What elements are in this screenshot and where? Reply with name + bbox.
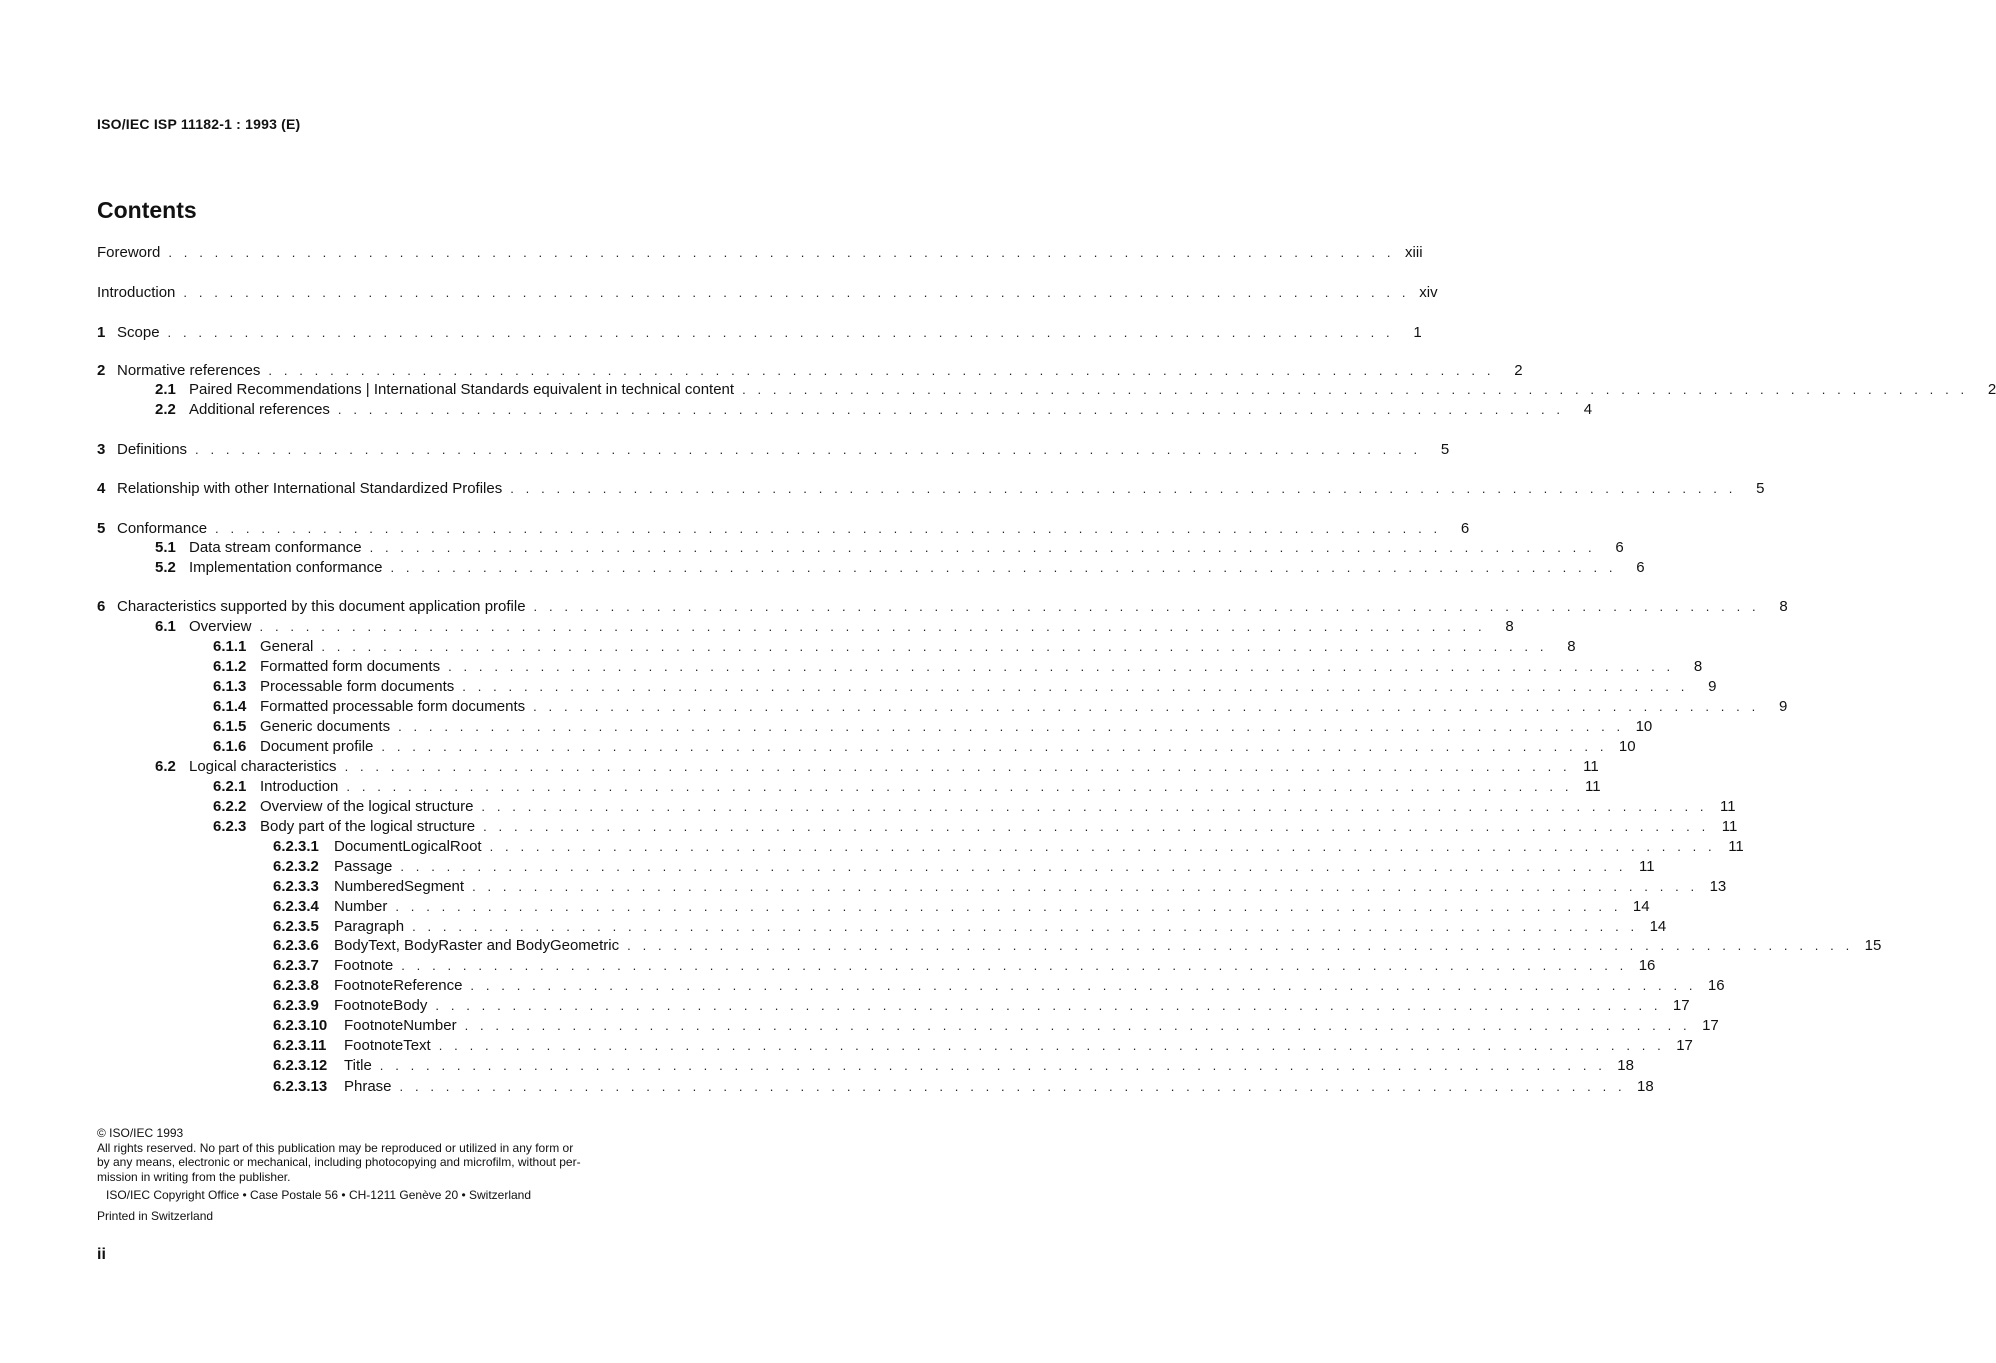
toc-leader-dots: . . . . . . . . . . . . . . . . . . . . . . . . . . . . . . . . . . . . . . . . . . . . . . . . . . . . . . . . . . . . . . . . . . . . . . . . . . . . . . . . (742, 382, 1969, 397)
toc-entry-page: 10 (1618, 738, 1636, 755)
toc-entry-page: 18 (1637, 1078, 1654, 1095)
toc-entry-page: 11 (1721, 818, 1738, 835)
toc-leader-dots: . . . . . . . . . . . . . . . . . . . . . . . . . . . . . . . . . . . . . . . . . . . . . . . . . . . . . . . . . . . . . . . . . . . . . . . . . . . . . . . . (448, 659, 1675, 674)
toc-entry-title: Introduction (97, 284, 176, 301)
toc-entry[interactable] (97, 698, 1788, 718)
toc-entry-number: 6.1.1 (213, 638, 247, 655)
toc-entry[interactable] (97, 778, 1601, 798)
toc-entry-title: Introduction (260, 778, 339, 795)
toc-entry[interactable] (97, 818, 1738, 838)
toc-entry-number: 6.1.3 (213, 678, 247, 695)
toc-entry-page: 14 (1649, 918, 1667, 935)
toc-entry-number: 3 (97, 441, 106, 458)
toc-entry-title: Overview of the logical structure (260, 798, 474, 815)
toc-entry-title: Formatted processable form documents (260, 698, 526, 715)
toc-entry[interactable] (97, 858, 1655, 878)
toc-entry[interactable] (97, 918, 1667, 938)
toc-entry-number: 6.2.2 (213, 798, 247, 815)
toc-leader-dots: . . . . . . . . . . . . . . . . . . . . . . . . . . . . . . . . . . . . . . . . . . . . . . . . . . . . . . . . . . . . . . . . . . . . . . . . . . . . . . . . (400, 859, 1627, 874)
toc-entry[interactable] (97, 324, 1422, 344)
toc-entry[interactable] (97, 618, 1514, 638)
toc-leader-dots: . . . . . . . . . . . . . . . . . . . . . . . . . . . . . . . . . . . . . . . . . . . . . . . . . . . . . . . . . . . . . . . . . . . . . . . . . . . . . . . . (470, 978, 1697, 993)
toc-entry-number: 6.1.2 (213, 658, 247, 675)
toc-leader-dots: . . . . . . . . . . . . . . . . . . . . . . . . . . . . . . . . . . . . . . . . . . . . . . . . . . . . . . . . . . . . . . . . . . . . . . . . . . . . . . . . (183, 285, 1410, 300)
toc-entry-number: 4 (97, 480, 106, 497)
toc-entry-number: 6.2.3.13 (273, 1078, 328, 1095)
toc-leader-dots: . . . . . . . . . . . . . . . . . . . . . . . . . . . . . . . . . . . . . . . . . . . . . . . . . . . . . . . . . . . . . . . . . . . . . . . . . . . . . . . . (462, 679, 1689, 694)
toc-entry-page: 4 (1583, 401, 1593, 418)
toc-entry-title: Paired Recommendations | International Standards equivalent in technical content (189, 381, 735, 398)
copyright-notice (97, 1126, 657, 1224)
toc-entry[interactable] (97, 678, 1717, 698)
toc-leader-dots: . . . . . . . . . . . . . . . . . . . . . . . . . . . . . . . . . . . . . . . . . . . . . . . . . . . . . . . . . . . . . . . . . . . . . . . . . . . . . . . . (481, 799, 1708, 814)
toc-entry-title: Passage (334, 858, 393, 875)
toc-leader-dots: . . . . . . . . . . . . . . . . . . . . . . . . . . . . . . . . . . . . . . . . . . . . . . . . . . . . . . . . . . . . . . . . . . . . . . . . . . . . . . . . (381, 739, 1608, 754)
toc-entry-title: Overview (189, 618, 252, 635)
toc-entry-page: 17 (1702, 1017, 1719, 1034)
toc-entry[interactable] (97, 957, 1656, 977)
toc-entry-title: Paragraph (334, 918, 405, 935)
toc-entry-title: Document profile (260, 738, 374, 755)
toc-entry-title: Conformance (117, 520, 208, 537)
toc-entry[interactable] (97, 381, 1996, 401)
toc-entry-title: Logical characteristics (189, 758, 337, 775)
toc-entry-page: 11 (1728, 838, 1744, 855)
toc-leader-dots: . . . . . . . . . . . . . . . . . . . . . . . . . . . . . . . . . . . . . . . . . . . . . . . . . . . . . . . . . . . . . . . . . . . . . . . . . . . . . . . . (167, 325, 1394, 340)
toc-entry[interactable] (97, 878, 1727, 898)
toc-entry-page: 13 (1709, 878, 1727, 895)
toc-entry[interactable] (97, 1057, 1634, 1077)
toc-leader-dots: . . . . . . . . . . . . . . . . . . . . . . . . . . . . . . . . . . . . . . . . . . . . . . . . . . . . . . . . . . . . . . . . . . . . . . . . . . . . . . . . (533, 599, 1760, 614)
toc-entry[interactable] (97, 559, 1645, 579)
toc-entry-title: FootnoteText (344, 1037, 431, 1054)
toc-entry-page: 2 (1514, 362, 1523, 379)
toc-leader-dots: . . . . . . . . . . . . . . . . . . . . . . . . . . . . . . . . . . . . . . . . . . . . . . . . . . . . . . . . . . . . . . . . . . . . . . . . . . . . . . . . (399, 1079, 1626, 1094)
toc-entry[interactable] (97, 658, 1703, 678)
toc-entry[interactable] (97, 539, 1624, 559)
toc-entry-title: Characteristics supported by this document application profile (117, 598, 526, 615)
toc-entry[interactable] (97, 362, 1523, 382)
toc-leader-dots: . . . . . . . . . . . . . . . . . . . . . . . . . . . . . . . . . . . . . . . . . . . . . . . . . . . . . . . . . . . . . . . . . . . . . . . . . . . . . . . . (346, 779, 1573, 794)
toc-entry-page: 5 (1756, 480, 1765, 497)
toc-entry-page: 11 (1638, 858, 1655, 875)
toc-entry-number: 6.2.3.7 (273, 957, 319, 974)
toc-entry-number: 6.2.3.12 (273, 1057, 328, 1074)
toc-entry-number: 6.2.3.5 (273, 918, 319, 935)
toc-entry-title: Formatted form documents (260, 658, 441, 675)
toc-leader-dots: . . . . . . . . . . . . . . . . . . . . . . . . . . . . . . . . . . . . . . . . . . . . . . . . . . . . . . . . . . . . . . . . . . . . . . . . . . . . . . . . (533, 699, 1760, 714)
toc-entry-page: 6 (1460, 520, 1470, 537)
toc-leader-dots: . . . . . . . . . . . . . . . . . . . . . . . . . . . . . . . . . . . . . . . . . . . . . . . . . . . . . . . . . . . . . . . . . . . . . . . . . . . . . . . . (464, 1018, 1691, 1033)
toc-leader-dots: . . . . . . . . . . . . . . . . . . . . . . . . . . . . . . . . . . . . . . . . . . . . . . . . . . . . . . . . . . . . . . . . . . . . . . . . . . . . . . . . (627, 938, 1854, 953)
toc-entry-title: Foreword (97, 244, 161, 261)
toc-entry-number: 6.2.3.4 (273, 898, 319, 915)
copyright-line: All rights reserved. No part of this publication may be reproduced or utilized in any form or (97, 1140, 574, 1155)
toc-entry-page: xiii (1405, 244, 1423, 261)
toc-entry[interactable] (97, 638, 1576, 658)
toc-entry-title: DocumentLogicalRoot (334, 838, 482, 855)
toc-entry-title: Scope (117, 324, 160, 341)
toc-leader-dots: . . . . . . . . . . . . . . . . . . . . . . . . . . . . . . . . . . . . . . . . . . . . . . . . . . . . . . . . . . . . . . . . . . . . . . . . . . . . . . . . (395, 899, 1622, 914)
copyright-line: © ISO/IEC 1993 (97, 1126, 184, 1140)
toc-entry[interactable] (97, 480, 1765, 500)
copyright-office: ISO/IEC Copyright Office • Case Postale 56 • CH-1211 Genève 20 • Switzerland (106, 1188, 532, 1203)
toc-entry-title: BodyText, BodyRaster and BodyGeometric (334, 937, 620, 954)
toc-leader-dots: . . . . . . . . . . . . . . . . . . . . . . . . . . . . . . . . . . . . . . . . . . . . . . . . . . . . . . . . . . . . . . . . . . . . . . . . . . . . . . . . (483, 819, 1710, 834)
toc-entry[interactable] (97, 244, 1423, 264)
toc-entry-title: Normative references (117, 362, 261, 379)
contents-heading: Contents (97, 197, 197, 223)
toc-entry-title: FootnoteNumber (344, 1017, 457, 1034)
page-number: ii (97, 1246, 106, 1263)
toc-entry-page: 6 (1615, 539, 1624, 556)
toc-entry-number: 6.2.3.9 (273, 997, 319, 1014)
toc-entry[interactable] (97, 598, 1788, 618)
toc-entry-page: 1 (1413, 324, 1422, 341)
toc-entry[interactable] (97, 441, 1450, 461)
toc-entry-page: 8 (1505, 618, 1514, 635)
toc-leader-dots: . . . . . . . . . . . . . . . . . . . . . . . . . . . . . . . . . . . . . . . . . . . . . . . . . . . . . . . . . . . . . . . . . . . . . . . . . . . . . . . . (472, 879, 1699, 894)
toc-entry-page: 2 (1987, 381, 1996, 398)
toc-leader-dots: . . . . . . . . . . . . . . . . . . . . . . . . . . . . . . . . . . . . . . . . . . . . . . . . . . . . . . . . . . . . . . . . . . . . . . . . . . . . . . . . (489, 839, 1716, 854)
toc-entry-number: 6.2.3.6 (273, 937, 319, 954)
toc-entry-title: Body part of the logical structure (260, 818, 476, 835)
toc-entry[interactable] (97, 758, 1599, 778)
toc-entry-page: 11 (1583, 758, 1599, 775)
toc-entry-number: 2 (97, 362, 106, 379)
toc-entry-page: 14 (1632, 898, 1650, 915)
toc-entry-number: 6.2.3 (213, 818, 247, 835)
toc-entry-number: 6.1.5 (213, 718, 247, 735)
toc-leader-dots: . . . . . . . . . . . . . . . . . . . . . . . . . . . . . . . . . . . . . . . . . . . . . . . . . . . . . . . . . . . . . . . . . . . . . . . . . . . . . . . . (435, 998, 1662, 1013)
toc-entry-number: 6.2.3.10 (273, 1017, 328, 1034)
toc-entry-title: FootnoteBody (334, 997, 428, 1014)
toc-entry-page: 17 (1676, 1037, 1693, 1054)
toc-entry-title: Definitions (117, 441, 188, 458)
toc-entry-number: 6.1.4 (213, 698, 247, 715)
toc-entry-page: 9 (1708, 678, 1717, 695)
toc-entry[interactable] (97, 798, 1736, 818)
toc-leader-dots: . . . . . . . . . . . . . . . . . . . . . . . . . . . . . . . . . . . . . . . . . . . . . . . . . . . . . . . . . . . . . . . . . . . . . . . . . . . . . . . . (369, 540, 1596, 555)
toc-entry-page: 6 (1636, 559, 1645, 576)
copyright-line: by any means, electronic or mechanical, including photocopying and microfilm, without per- (97, 1155, 581, 1170)
toc-entry-number: 6.1.6 (213, 738, 247, 755)
toc-entry-number: 6.2.3.1 (273, 838, 319, 855)
toc-entry[interactable] (97, 718, 1653, 738)
toc-entry-page: 9 (1778, 698, 1788, 715)
toc-entry-number: 6.2 (155, 758, 176, 775)
printed-in: Printed in Switzerland (97, 1208, 214, 1223)
toc-entry-page: 15 (1864, 937, 1882, 954)
toc-entry-page: 11 (1720, 798, 1736, 815)
toc-entry[interactable] (97, 838, 1744, 858)
toc-entry-title: Footnote (334, 957, 394, 974)
toc-leader-dots: . . . . . . . . . . . . . . . . . . . . . . . . . . . . . . . . . . . . . . . . . . . . . . . . . . . . . . . . . . . . . . . . . . . . . . . . . . . . . . . . (268, 363, 1495, 378)
toc-entry-title: Number (334, 898, 388, 915)
toc-entry-page: 10 (1635, 718, 1653, 735)
toc-entry-number: 6.2.3.11 (273, 1037, 327, 1054)
toc-entry-title: Data stream conformance (189, 539, 362, 556)
toc-entry-title: Phrase (344, 1078, 392, 1095)
document-header: ISO/IEC ISP 11182-1 : 1993 (E) (97, 116, 301, 132)
toc-leader-dots: . . . . . . . . . . . . . . . . . . . . . . . . . . . . . . . . . . . . . . . . . . . . . . . . . . . . . . . . . . . . . . . . . . . . . . . . . . . . . . . . (401, 958, 1628, 973)
copyright-line: mission in writing from the publisher. (97, 1169, 291, 1184)
toc-entry[interactable] (97, 520, 1470, 540)
toc-entry-title: Additional references (189, 401, 330, 418)
toc-leader-dots: . . . . . . . . . . . . . . . . . . . . . . . . . . . . . . . . . . . . . . . . . . . . . . . . . . . . . . . . . . . . . . . . . . . . . . . . . . . . . . . . (379, 1058, 1606, 1073)
toc-leader-dots: . . . . . . . . . . . . . . . . . . . . . . . . . . . . . . . . . . . . . . . . . . . . . . . . . . . . . . . . . . . . . . . . . . . . . . . . . . . . . . . . (215, 521, 1442, 536)
toc-entry-number: 6.2.3.8 (273, 977, 319, 994)
toc-entry-number: 1 (97, 324, 106, 341)
toc-entry-number: 6.2.3.2 (273, 858, 319, 875)
toc-entry[interactable] (97, 284, 1438, 304)
toc-entry[interactable] (97, 1078, 1654, 1098)
toc-entry[interactable] (97, 997, 1690, 1017)
toc-entry-page: 16 (1638, 957, 1656, 974)
toc-entry-page: xiv (1419, 284, 1438, 301)
toc-entry-page: 17 (1672, 997, 1690, 1014)
toc-entry[interactable] (97, 1017, 1719, 1037)
toc-entry-title: Relationship with other International Standardized Profiles (117, 480, 503, 497)
toc-entry-number: 5 (97, 520, 106, 537)
toc-entry[interactable] (97, 738, 1636, 758)
toc-entry-page: 8 (1567, 638, 1576, 655)
toc-leader-dots: . . . . . . . . . . . . . . . . . . . . . . . . . . . . . . . . . . . . . . . . . . . . . . . . . . . . . . . . . . . . . . . . . . . . . . . . . . . . . . . . (168, 245, 1395, 260)
toc-entry-number: 6 (97, 598, 106, 615)
toc-entry-title: General (260, 638, 314, 655)
toc-entry-title: Generic documents (260, 718, 391, 735)
toc-leader-dots: . . . . . . . . . . . . . . . . . . . . . . . . . . . . . . . . . . . . . . . . . . . . . . . . . . . . . . . . . . . . . . . . . . . . . . . . . . . . . . . . (259, 619, 1486, 634)
toc-leader-dots: . . . . . . . . . . . . . . . . . . . . . . . . . . . . . . . . . . . . . . . . . . . . . . . . . . . . . . . . . . . . . . . . . . . . . . . . . . . . . . . . (412, 919, 1639, 934)
toc-entry[interactable] (97, 977, 1725, 997)
toc-entry-page: 5 (1440, 441, 1450, 458)
toc-entry-number: 2.2 (155, 401, 176, 418)
toc-entry[interactable] (97, 898, 1650, 918)
toc-entry-page: 18 (1617, 1057, 1634, 1074)
toc-leader-dots: . . . . . . . . . . . . . . . . . . . . . . . . . . . . . . . . . . . . . . . . . . . . . . . . . . . . . . . . . . . . . . . . . . . . . . . . . . . . . . . . (195, 442, 1422, 457)
toc-entry-page: 16 (1707, 977, 1725, 994)
toc-leader-dots: . . . . . . . . . . . . . . . . . . . . . . . . . . . . . . . . . . . . . . . . . . . . . . . . . . . . . . . . . . . . . . . . . . . . . . . . . . . . . . . . (321, 639, 1548, 654)
toc-entry-number: 5.1 (155, 539, 176, 556)
toc-entry-title: Title (344, 1057, 372, 1074)
toc-leader-dots: . . . . . . . . . . . . . . . . . . . . . . . . . . . . . . . . . . . . . . . . . . . . . . . . . . . . . . . . . . . . . . . . . . . . . . . . . . . . . . . . (438, 1038, 1665, 1053)
toc-entry[interactable] (97, 1037, 1693, 1057)
toc-entry-number: 6.2.3.3 (273, 878, 319, 895)
toc-entry-title: NumberedSegment (334, 878, 465, 895)
toc-entry[interactable] (97, 937, 1882, 957)
toc-entry-title: Processable form documents (260, 678, 455, 695)
toc-entry-page: 8 (1693, 658, 1703, 675)
toc-leader-dots: . . . . . . . . . . . . . . . . . . . . . . . . . . . . . . . . . . . . . . . . . . . . . . . . . . . . . . . . . . . . . . . . . . . . . . . . . . . . . . . . (510, 481, 1737, 496)
toc-entry-page: 8 (1779, 598, 1788, 615)
toc-leader-dots: . . . . . . . . . . . . . . . . . . . . . . . . . . . . . . . . . . . . . . . . . . . . . . . . . . . . . . . . . . . . . . . . . . . . . . . . . . . . . . . . (390, 560, 1617, 575)
toc-entry-number: 5.2 (155, 559, 176, 576)
toc-leader-dots: . . . . . . . . . . . . . . . . . . . . . . . . . . . . . . . . . . . . . . . . . . . . . . . . . . . . . . . . . . . . . . . . . . . . . . . . . . . . . . . . (398, 719, 1625, 734)
toc-entry[interactable] (97, 401, 1593, 421)
toc-leader-dots: . . . . . . . . . . . . . . . . . . . . . . . . . . . . . . . . . . . . . . . . . . . . . . . . . . . . . . . . . . . . . . . . . . . . . . . . . . . . . . . . (344, 759, 1571, 774)
toc-entry-number: 2.1 (155, 381, 176, 398)
toc-entry-page: 11 (1585, 778, 1601, 795)
toc-leader-dots: . . . . . . . . . . . . . . . . . . . . . . . . . . . . . . . . . . . . . . . . . . . . . . . . . . . . . . . . . . . . . . . . . . . . . . . . . . . . . . . . (337, 402, 1565, 417)
toc-entry-number: 6.1 (155, 618, 176, 635)
toc-entry-number: 6.2.1 (213, 778, 247, 795)
toc-entry-title: Implementation conformance (189, 559, 383, 576)
toc-entry-title: FootnoteReference (334, 977, 463, 994)
